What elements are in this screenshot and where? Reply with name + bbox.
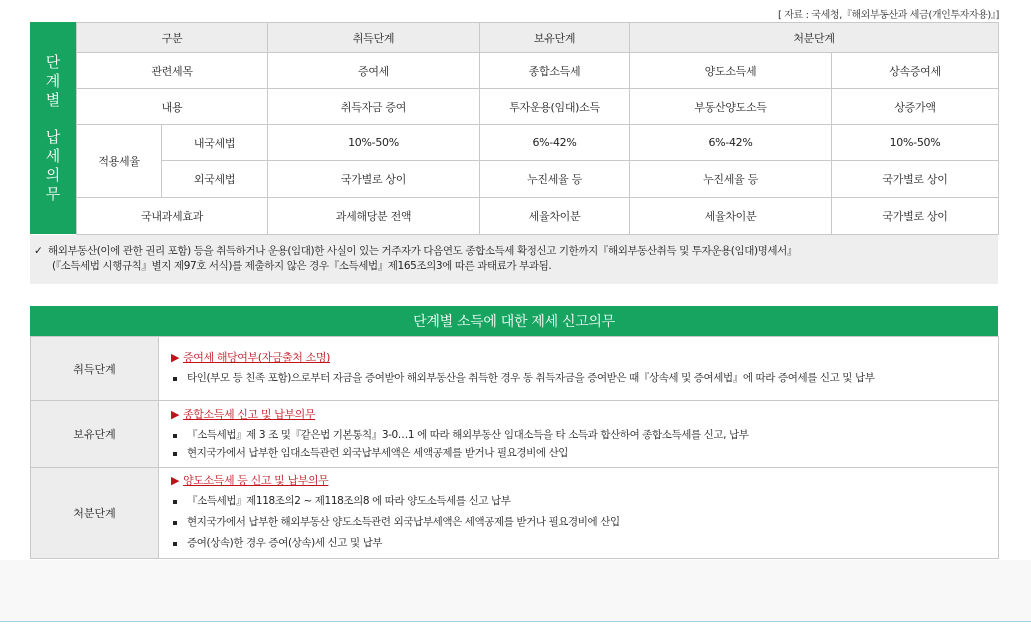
table-row	[77, 89, 999, 125]
stage-label: 보유단계	[31, 401, 159, 468]
side-char: 납	[45, 127, 61, 146]
stage-content	[159, 401, 999, 468]
table-cell: 투자운용(임대)소득	[480, 89, 630, 125]
table-row	[31, 468, 999, 559]
row-label: 국내과세효과	[77, 198, 268, 235]
stage-tax-table	[76, 22, 999, 235]
bullet-item: 증여(상속)한 경우 증여(상속)세 신고 및 납부	[171, 536, 998, 551]
header-category: 구분	[77, 23, 268, 53]
row-label: 내용	[77, 89, 268, 125]
table-header-row	[77, 23, 999, 53]
notice-line: (『소득세법 시행규칙』별지 제97호 서식)를 제출하지 않은 경우『소득세법』제165조의3에 따른 과태료가 부과됨.	[52, 260, 552, 272]
table-cell: 누진세율 등	[480, 161, 630, 198]
table-cell: 상속증여세	[832, 53, 999, 89]
header-hold: 보유단계	[480, 23, 630, 53]
table-row	[31, 337, 999, 401]
bottom-band	[0, 560, 1031, 621]
subheading: ▶ 종합소득세 신고 및 납부의무	[171, 408, 316, 421]
table-cell: 세율차이분	[480, 198, 630, 235]
section-title: 단계별 소득에 대한 제세 신고의무	[30, 306, 998, 336]
bullet-item: 『소득세법』제118조의2 ~ 제118조의8 에 따라 양도소득세를 신고 납부	[171, 494, 998, 509]
subheading: ▶ 증여세 해당여부(자금출처 소명)	[171, 351, 330, 364]
table-cell: 과세해당분 전액	[268, 198, 480, 235]
table-cell: 10%-50%	[832, 125, 999, 161]
table-row	[77, 53, 999, 89]
side-char: 단	[45, 52, 61, 71]
stage-tax-duty-side-label	[30, 22, 76, 234]
notice-line: 해외부동산(이에 관한 권리 포함) 등을 취득하거나 운용(임대)한 사실이 있는 거주자가 다음연도 종합소득세 확정신고 기한까지『해외부동산취득 및 투자운용(임대)명세서』	[48, 245, 797, 257]
subheading: ▶ 양도소득세 등 신고 및 납부의무	[171, 474, 329, 487]
header-dispose: 처분단계	[630, 23, 999, 53]
side-char: 무	[45, 184, 61, 203]
bullet-item: 타인(부모 등 친족 포함)으로부터 자금을 증여받아 해외부동산을 취득한 경우 동 취득자금을 증여받은 때『상속세 및 증여세법』에 따라 증여세를 신고 및 납부	[171, 371, 998, 386]
table-cell: 종합소득세	[480, 53, 630, 89]
table-cell: 6%-42%	[480, 125, 630, 161]
table-cell: 취득자금 증여	[268, 89, 480, 125]
table-cell: 증여세	[268, 53, 480, 89]
table-cell: 세율차이분	[630, 198, 832, 235]
table-row	[77, 125, 999, 161]
triangle-right-icon: ▶	[171, 408, 180, 421]
table-cell: 국가별로 상이	[268, 161, 480, 198]
table-cell: 누진세율 등	[630, 161, 832, 198]
side-char: 계	[45, 71, 61, 90]
check-icon: ✓	[34, 245, 43, 257]
side-char: 의	[45, 165, 61, 184]
row-label: 적용세율	[77, 125, 162, 198]
source-citation: [ 자료 : 국세청,『해외부동산과 세금(개인투자자용)』]	[777, 10, 999, 21]
stage-content	[159, 337, 999, 401]
bullet-item: 현지국가에서 납부한 해외부동산 양도소득관련 외국납부세액은 세액공제를 받거나 필요경비에 산입	[171, 515, 998, 530]
table-cell: 양도소득세	[630, 53, 832, 89]
side-char: 별	[45, 90, 61, 109]
triangle-right-icon: ▶	[171, 474, 180, 487]
table-cell: 10%-50%	[268, 125, 480, 161]
header-acquire: 취득단계	[268, 23, 480, 53]
table-cell: 국가별로 상이	[832, 161, 999, 198]
table-cell: 6%-42%	[630, 125, 832, 161]
table-row	[31, 401, 999, 468]
row-label: 관련세목	[77, 53, 268, 89]
side-char: 세	[45, 146, 61, 165]
table-row	[77, 198, 999, 235]
filing-duty-table	[30, 336, 999, 559]
table-cell: 상증가액	[832, 89, 999, 125]
bullet-item: 『소득세법』제 3 조 및『같은법 기본통칙』3-0…1 에 따라 해외부동산 임대소득을 타 소득과 합산하여 종합소득세를 신고, 납부	[171, 428, 998, 443]
table-row	[77, 161, 999, 198]
table-cell: 국가별로 상이	[832, 198, 999, 235]
notice-box	[30, 235, 998, 284]
bullet-item: 현지국가에서 납부한 임대소득관련 외국납부세액은 세액공제를 받거나 필요경비에 산입	[171, 446, 998, 461]
bottom-divider	[0, 621, 1031, 622]
row-sublabel: 외국세법	[162, 161, 268, 198]
row-sublabel: 내국세법	[162, 125, 268, 161]
stage-label: 취득단계	[31, 337, 159, 401]
stage-content	[159, 468, 999, 559]
triangle-right-icon: ▶	[171, 351, 180, 364]
stage-label: 처분단계	[31, 468, 159, 559]
table-cell: 부동산양도소득	[630, 89, 832, 125]
